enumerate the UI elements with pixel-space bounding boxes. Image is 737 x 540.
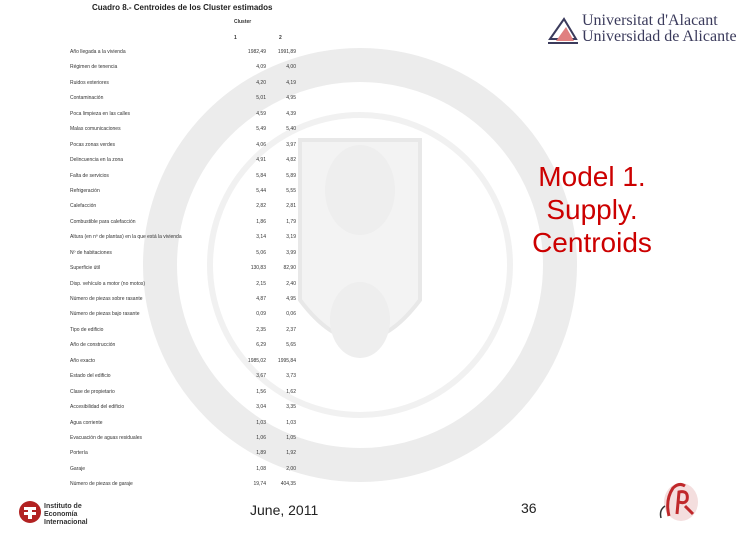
- row-value-cluster-2: 4,95: [286, 296, 296, 302]
- row-label: Malas comunicaciones: [70, 126, 121, 133]
- row-value-cluster-2: 1,03: [286, 419, 296, 426]
- table-row: [70, 49, 302, 64]
- table-row: [70, 327, 302, 342]
- row-label: Combustible para calefacción: [70, 218, 136, 225]
- row-label: Estado del edificio: [70, 373, 111, 380]
- row-value-cluster-2: 2,00: [286, 465, 296, 472]
- table-row: [70, 80, 302, 95]
- row-value-cluster-2: 4,19: [286, 79, 296, 86]
- row-label: Delincuencia en la zona: [70, 157, 124, 164]
- row-value-cluster-2: 82,90: [283, 265, 296, 272]
- slide-title-line3: Centroids: [532, 227, 652, 258]
- university-name: [582, 13, 737, 45]
- row-label: Número de piezas bajo rasante: [70, 311, 140, 318]
- row-label: Garaje: [70, 465, 86, 472]
- institute-logo-icon: [18, 500, 42, 524]
- table-row: [70, 173, 302, 188]
- row-value-cluster-2: 4,95: [286, 95, 296, 102]
- university-logo-icon: [546, 13, 580, 47]
- row-label: Disp. vehículo a motor (no motos): [70, 280, 146, 287]
- row-label: Año llegada a la vivienda: [70, 49, 126, 55]
- institute-name: [44, 503, 88, 527]
- table-row: [70, 203, 302, 218]
- row-value-cluster-1: 1,56: [256, 388, 266, 395]
- row-value-cluster-1: 5,49: [256, 126, 266, 133]
- row-label: Poca limpieza en las calles: [70, 110, 131, 117]
- row-value-cluster-1: 3,14: [256, 234, 266, 241]
- row-label: Calefacción: [70, 203, 97, 210]
- table-row: [70, 281, 302, 296]
- table-row: [70, 126, 302, 141]
- cluster-header: Cluster: [234, 19, 252, 25]
- row-value-cluster-1: 4,06: [256, 141, 266, 148]
- row-label: Régimen de tenencia: [70, 64, 118, 71]
- centroid-table: [70, 49, 302, 497]
- row-value-cluster-1: 1,03: [256, 419, 266, 426]
- table-row: [70, 358, 302, 373]
- row-label: Agua corriente: [70, 419, 103, 426]
- row-label: Año exacto: [70, 357, 96, 364]
- table-row: [70, 342, 302, 357]
- table-row: [70, 435, 302, 450]
- row-value-cluster-1: 2,82: [256, 203, 266, 210]
- row-value-cluster-1: 4,91: [256, 157, 266, 164]
- row-value-cluster-2: 3,19: [286, 234, 296, 241]
- table-row: [70, 311, 302, 326]
- row-value-cluster-1: 3,04: [256, 404, 266, 411]
- table-row: [70, 234, 302, 249]
- table-title: Cuadro 8.- Centroides de los Cluster estimados: [92, 3, 273, 12]
- row-label: Número de piezas sobre rasante: [70, 296, 143, 302]
- institute-line2: Economía: [44, 511, 78, 518]
- row-value-cluster-1: 5,84: [256, 172, 266, 179]
- table-row: [70, 481, 302, 496]
- row-value-cluster-2: 4,39: [286, 110, 296, 117]
- table-row: [70, 250, 302, 265]
- row-value-cluster-2: 1,05: [286, 434, 296, 441]
- row-value-cluster-1: 3,67: [256, 373, 266, 380]
- row-value-cluster-1: 1,86: [256, 218, 266, 225]
- table-row: [70, 142, 302, 157]
- row-value-cluster-2: 3,73: [286, 373, 296, 380]
- table-row: [70, 450, 302, 465]
- row-label: Pocas zonas verdes: [70, 141, 116, 148]
- row-value-cluster-1: 4,59: [256, 110, 266, 117]
- row-value-cluster-2: 1,79: [286, 218, 296, 225]
- row-value-cluster-1: 2,35: [256, 326, 266, 333]
- row-value-cluster-2: 1,62: [286, 388, 296, 395]
- row-value-cluster-1: 1985,02: [247, 357, 266, 364]
- row-label: Evacuación de aguas residuales: [70, 434, 142, 441]
- university-name-line2: Universidad de Alicante: [582, 28, 737, 45]
- table-row: [70, 466, 302, 481]
- table-row: [70, 265, 302, 280]
- row-value-cluster-2: 0,06: [286, 311, 296, 318]
- row-value-cluster-2: 5,65: [286, 342, 296, 349]
- row-label: Portería: [70, 450, 88, 457]
- row-value-cluster-2: 2,81: [286, 203, 296, 210]
- university-name-line1: Universitat d'Alacant: [582, 12, 718, 29]
- cluster-col-1: 1: [234, 35, 237, 41]
- row-value-cluster-2: 3,99: [286, 249, 296, 256]
- row-value-cluster-2: 3,97: [286, 141, 296, 148]
- row-label: Accesibilidad del edificio: [70, 404, 125, 411]
- pk-logo-icon: [655, 480, 703, 526]
- row-value-cluster-2: 1991,89: [277, 49, 296, 55]
- table-row: [70, 219, 302, 234]
- row-value-cluster-1: 130,83: [250, 265, 266, 272]
- row-value-cluster-2: 4,00: [286, 64, 296, 71]
- table-row: [70, 188, 302, 203]
- row-label: Altura (en nº de plantas) en la que está la vivienda: [70, 234, 182, 241]
- row-value-cluster-1: 1982,49: [247, 49, 266, 55]
- row-value-cluster-2: 5,40: [286, 126, 296, 133]
- row-value-cluster-1: 5,44: [256, 187, 266, 194]
- row-label: Refrigeración: [70, 187, 100, 194]
- row-value-cluster-2: 5,55: [286, 187, 296, 194]
- row-value-cluster-1: 1,08: [256, 465, 266, 472]
- row-value-cluster-1: 19,74: [253, 481, 266, 488]
- row-label: Número de piezas de garaje: [70, 481, 133, 488]
- table-row: [70, 404, 302, 419]
- slide-title: [512, 160, 672, 259]
- table-row: [70, 157, 302, 172]
- row-label: Año de construcción: [70, 342, 116, 349]
- table-row: [70, 111, 302, 126]
- table-row: [70, 389, 302, 404]
- row-value-cluster-1: 1,06: [256, 434, 266, 441]
- row-label: Falta de servicios: [70, 172, 109, 179]
- row-value-cluster-2: 404,35: [280, 481, 296, 488]
- row-value-cluster-1: 4,20: [256, 79, 266, 86]
- row-value-cluster-2: 1,92: [286, 450, 296, 457]
- page-number: 36: [521, 500, 537, 516]
- row-value-cluster-2: 1995,84: [277, 357, 296, 364]
- row-value-cluster-2: 2,37: [286, 326, 296, 333]
- footer-date: June, 2011: [250, 502, 319, 518]
- table-row: [70, 95, 302, 110]
- row-value-cluster-2: 5,89: [286, 172, 296, 179]
- row-label: Tipo de edificio: [70, 326, 104, 333]
- row-label: Clase de propietario: [70, 388, 115, 395]
- cluster-col-2: 2: [279, 35, 282, 41]
- institute-line3: Internacional: [44, 519, 88, 526]
- slide-title-line1: Model 1.: [538, 161, 646, 192]
- row-value-cluster-1: 4,09: [256, 64, 266, 71]
- row-label: Contaminación: [70, 95, 104, 102]
- row-value-cluster-1: 5,01: [256, 95, 266, 102]
- table-row: [70, 296, 302, 311]
- row-value-cluster-1: 6,29: [256, 342, 266, 349]
- slide-title-line2: Supply.: [546, 194, 638, 225]
- row-value-cluster-1: 1,89: [256, 450, 266, 457]
- row-value-cluster-2: 3,35: [286, 404, 296, 411]
- row-value-cluster-1: 4,87: [256, 296, 266, 302]
- row-value-cluster-1: 5,06: [256, 249, 266, 256]
- row-value-cluster-1: 2,15: [256, 280, 266, 287]
- institute-line1: Instituto de: [44, 503, 82, 510]
- table-row: [70, 64, 302, 79]
- row-value-cluster-2: 2,40: [286, 280, 296, 287]
- row-label: Superficie útil: [70, 265, 101, 272]
- row-label: Nº de habitaciones: [70, 249, 112, 256]
- table-row: [70, 420, 302, 435]
- row-label: Ruidos exteriores: [70, 79, 109, 86]
- row-value-cluster-1: 0,09: [256, 311, 266, 318]
- row-value-cluster-2: 4,82: [286, 157, 296, 164]
- table-row: [70, 373, 302, 388]
